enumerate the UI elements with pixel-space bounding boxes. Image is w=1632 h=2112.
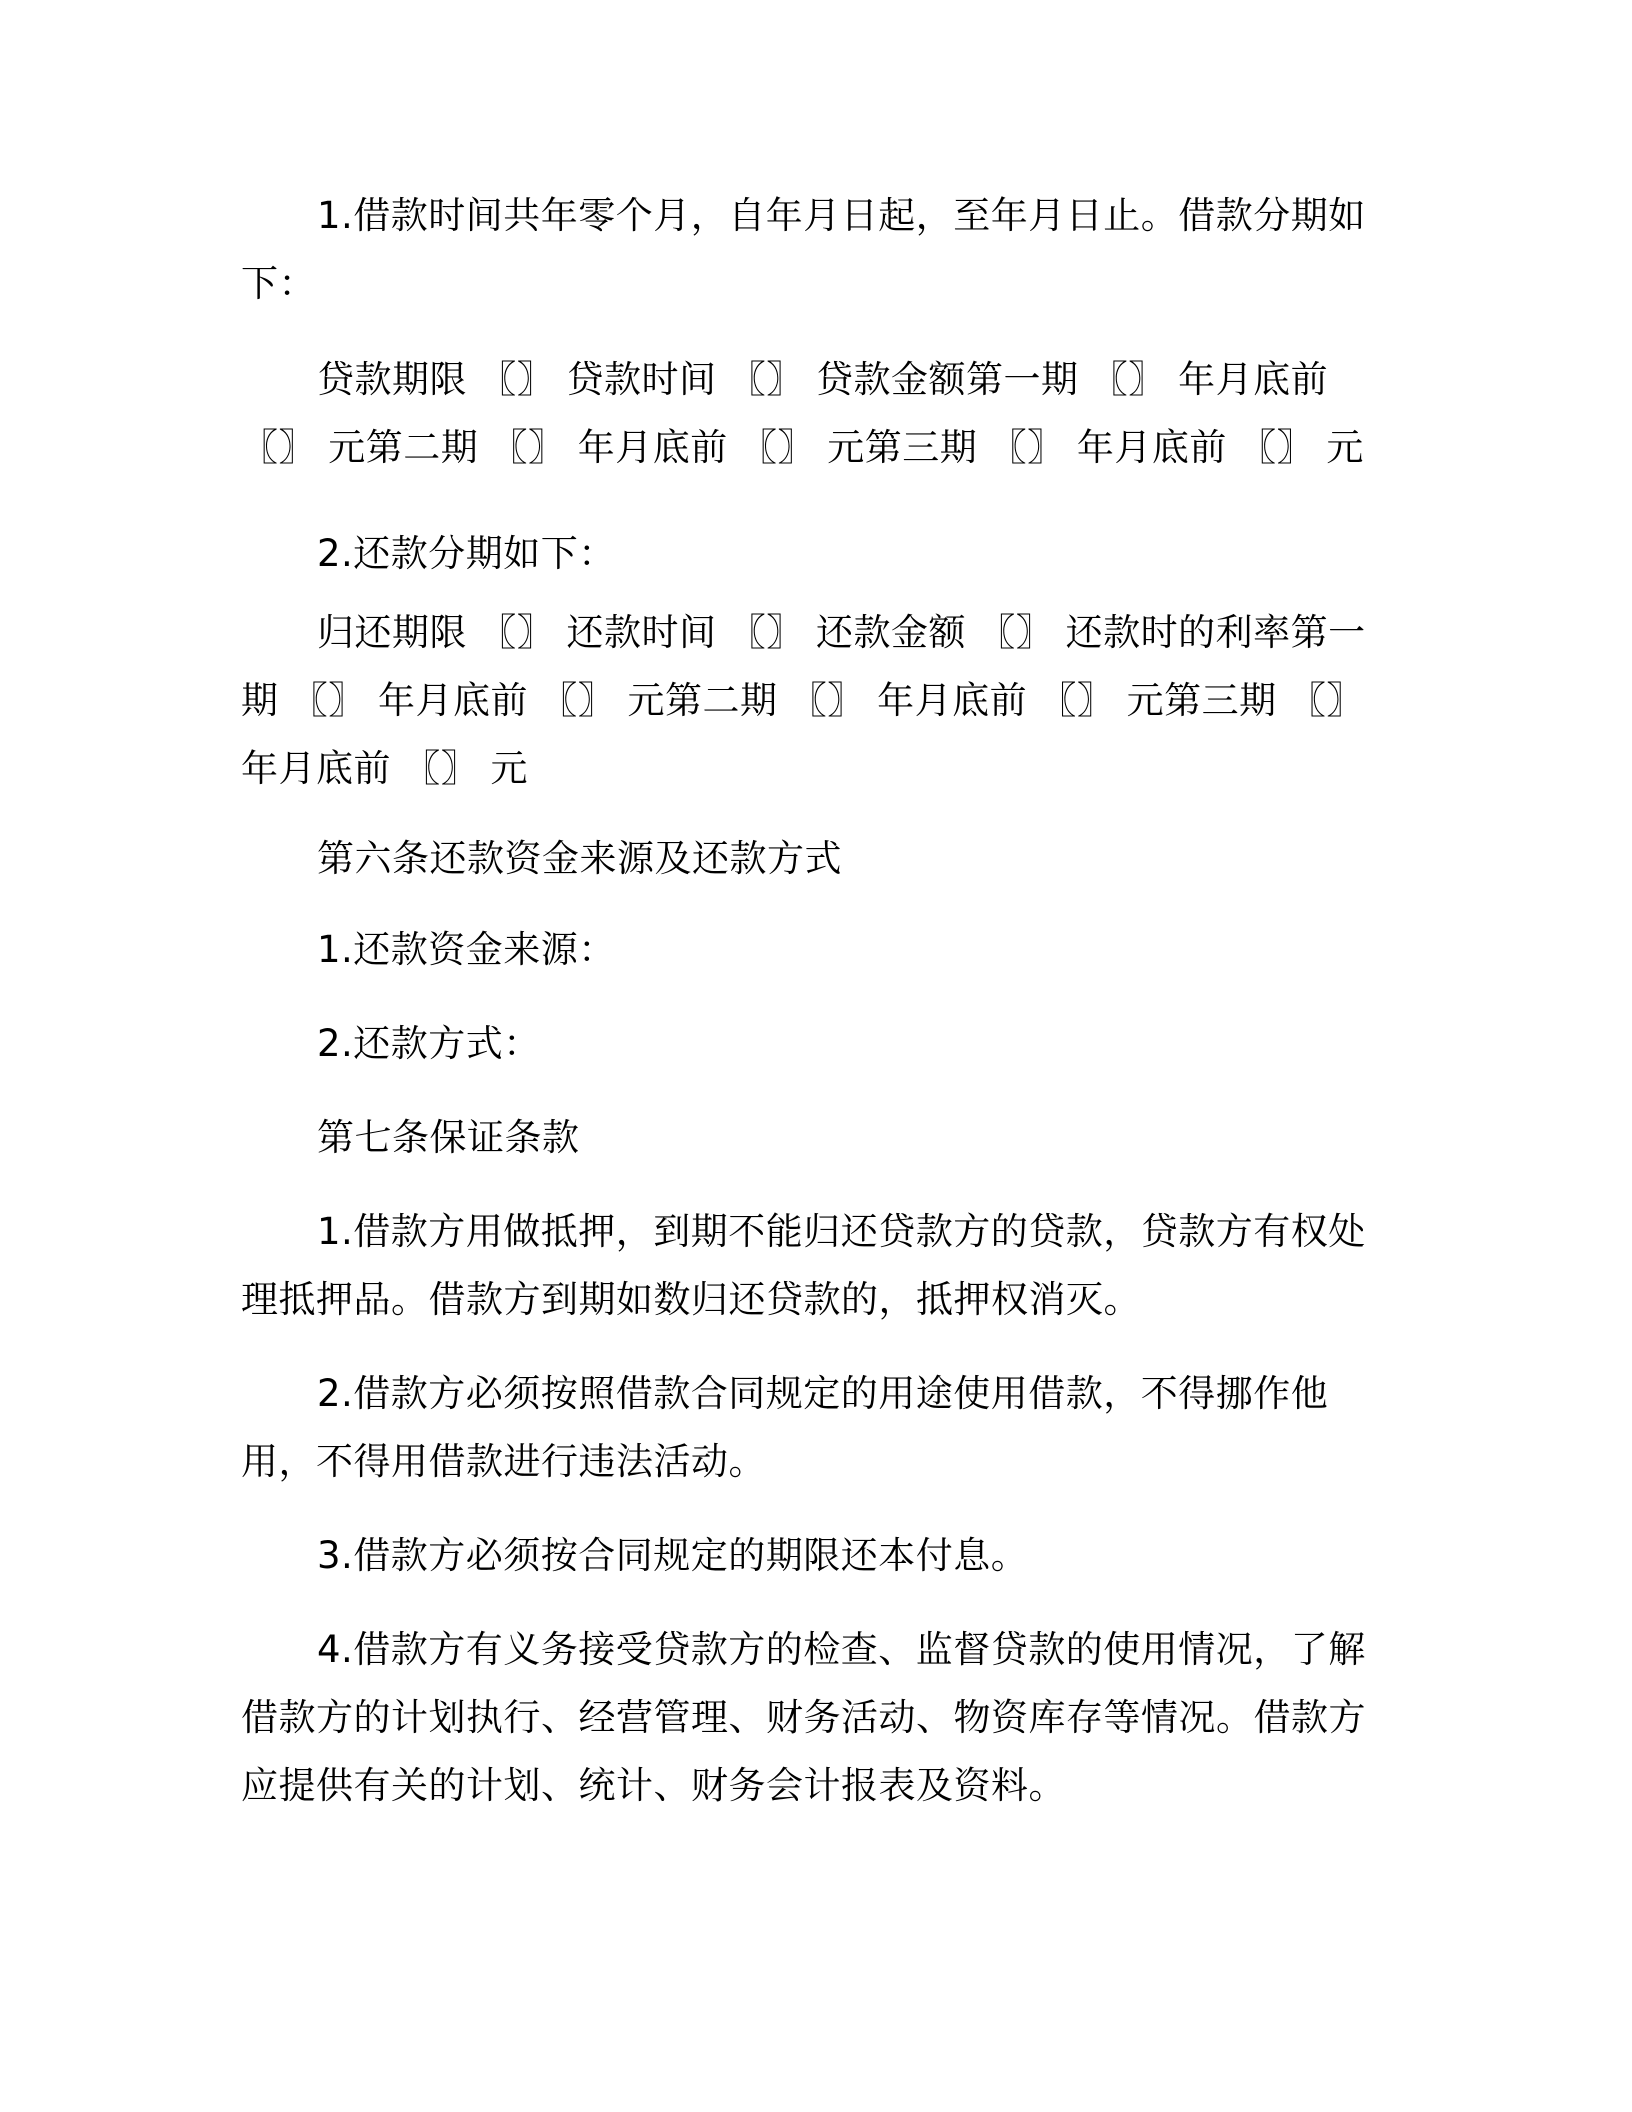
paragraph-loan-period: 1.借款时间共年零个月，自年月日起，至年月日止。借款分期如下： <box>241 194 1366 305</box>
paragraph-loan-installments-table: 贷款期限 〖〗 贷款时间 〖〗 贷款金额第一期 〖〗 年月底前 〖〗 元第二期 〖〗 年月底前 〖〗 元第三期 〖〗 年月底前 〖〗 元 <box>241 358 1364 469</box>
paragraph-funding-source: 1.还款资金来源： <box>317 928 616 971</box>
paragraph-guarantee-4: 4.借款方有义务接受贷款方的检查、监督贷款的使用情况，了解借款方的计划执行、经营管理、财务活动、物资库存等情况。借款方应提供有关的计划、统计、财务会计报表及资料。 <box>241 1628 1366 1807</box>
section-title-article-6: 第六条还款资金来源及还款方式 <box>317 837 842 880</box>
paragraph-repayment-installments-table: 归还期限 〖〗 还款时间 〖〗 还款金额 〖〗 还款时的利率第一期 〖〗 年月底前 〖〗 元第二期 〖〗 年月底前 〖〗 元第三期 〖〗 年月底前 〖〗 元 <box>241 611 1366 790</box>
paragraph-repayment-method: 2.还款方式： <box>317 1022 541 1065</box>
paragraph-guarantee-2: 2.借款方必须按照借款合同规定的用途使用借款，不得挪作他用，不得用借款进行违法活动。 <box>241 1372 1329 1483</box>
paragraph-repayment-heading: 2.还款分期如下： <box>317 532 616 575</box>
paragraph-guarantee-3: 3.借款方必须按合同规定的期限还本付息。 <box>317 1534 1029 1577</box>
section-title-article-7: 第七条保证条款 <box>317 1116 580 1159</box>
paragraph-guarantee-1: 1.借款方用做抵押，到期不能归还贷款方的贷款，贷款方有权处理抵押品。借款方到期如数归还贷款的，抵押权消灭。 <box>241 1210 1366 1321</box>
